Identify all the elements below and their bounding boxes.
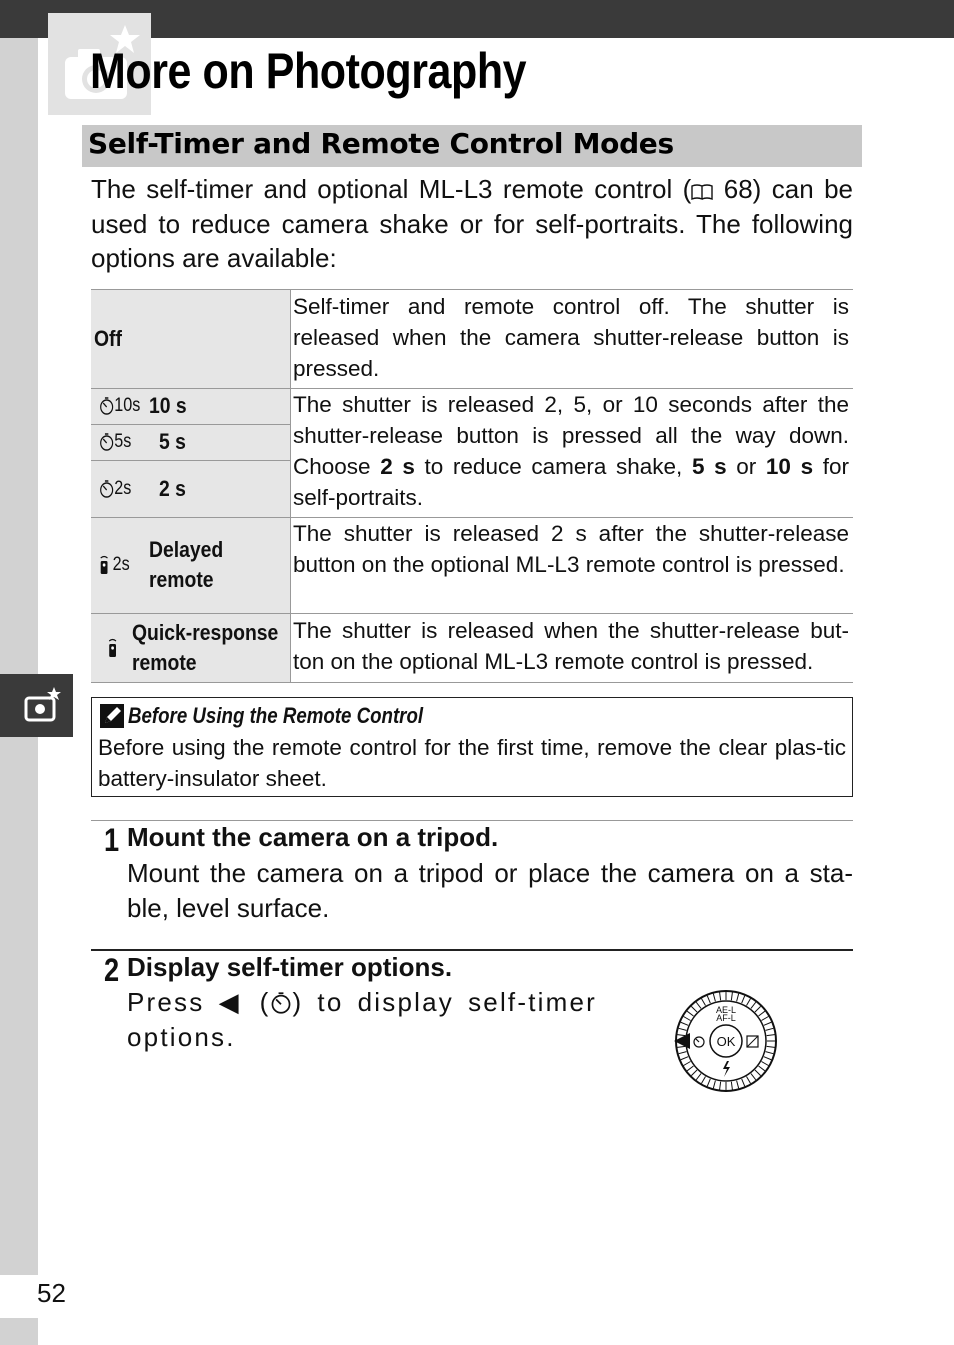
- mode-row-off: [91, 290, 293, 388]
- mode-table: [91, 289, 853, 683]
- mode-label-line: Delayed: [149, 537, 224, 562]
- intro-paragraph: [91, 172, 853, 276]
- intro-text-1: The self-timer and optional ML-L3 remote control (: [91, 174, 692, 204]
- step-body: Mount the camera on a tripod or place the camera on a sta-ble, level surface.: [127, 858, 853, 923]
- mode-label-10s: 10 s: [149, 393, 187, 418]
- note-body: Before using the remote control for the first time, remove the clear plas-tic battery-insulator sheet.: [98, 735, 846, 791]
- dial-af-label: AF-L: [716, 1013, 736, 1023]
- book-reference-icon: [691, 183, 713, 201]
- step-divider: [91, 949, 853, 951]
- mode-label-line: remote: [149, 567, 214, 592]
- pencil-note-icon: [100, 704, 124, 728]
- self-timer-icon: [99, 431, 150, 453]
- timer-desc-bold: 5 s: [691, 454, 727, 479]
- mode-desc-quick-remote: The shutter is released when the shutter-release but-ton on the optional ML-L3 remote control is pressed.: [293, 618, 849, 674]
- mode-desc-off: Self-timer and remote control off. The shutter is released when the camera shutter-release button is pressed.: [293, 294, 849, 381]
- mode-row-2s: [91, 460, 298, 517]
- remote-icon: [99, 554, 142, 576]
- mode-row-quick-remote: [91, 613, 298, 682]
- mode-icon-text-5s: 5s: [114, 431, 132, 452]
- mode-label-5s: 5 s: [159, 429, 186, 454]
- timer-desc-text: to reduce camera shake,: [414, 454, 692, 479]
- mode-icon-text-2s: 2s: [114, 477, 132, 499]
- timer-desc-text: for self-portraits.: [293, 454, 850, 510]
- note-title-row: [100, 703, 475, 729]
- side-bar-bottom: [0, 1318, 38, 1345]
- dial-ae-label: AE-L: [715, 1005, 737, 1015]
- remote-icon: [99, 638, 127, 658]
- mode-label-line: Quick-response: [131, 619, 279, 645]
- mode-icon-text-10s: 10s: [114, 395, 141, 416]
- mode-label-line: remote: [131, 649, 197, 675]
- mode-desc-delayed-remote: The shutter is released 2 s after the shutter-release button on the optional ML-L3 remote control is pressed.: [293, 521, 849, 577]
- mode-label-2s: 2 s: [159, 475, 186, 501]
- section-title: Self-Timer and Remote Control Modes: [88, 127, 674, 160]
- mode-label-delayed-remote: [149, 535, 223, 595]
- multi-selector-dial: [672, 988, 780, 1096]
- note-box: [91, 697, 853, 797]
- self-timer-icon: [99, 478, 150, 500]
- mode-desc-self-timer: [293, 389, 849, 513]
- intro-text-2: 68) can be used to reduce camera shake or for self-portraits. The following options are available:: [91, 174, 853, 273]
- camera-star-tab-icon: [24, 686, 62, 724]
- step-body-text: ) to display self-timer options.: [127, 987, 597, 1052]
- dial-ok-label: OK: [716, 1034, 736, 1049]
- step-title: Display self-timer options.: [127, 952, 453, 982]
- step-number: 2: [104, 952, 120, 988]
- mode-label-off: Off: [94, 326, 122, 351]
- self-timer-icon: [99, 395, 142, 417]
- step-body-text: Press ◀ (: [127, 987, 271, 1017]
- mode-row-5s: [91, 424, 298, 460]
- step-title: Mount the camera on a tripod.: [127, 822, 499, 852]
- timer-desc-bold: 10 s: [765, 454, 814, 479]
- timer-desc-text: or: [726, 454, 766, 479]
- chapter-side-tab: [0, 674, 73, 737]
- chapter-title: More on Photography: [90, 43, 527, 99]
- side-bar: [0, 38, 38, 1275]
- page-number: 52: [37, 1278, 66, 1308]
- mode-row-delayed-remote: [91, 517, 298, 613]
- note-title: Before Using the Remote Control: [128, 703, 424, 728]
- step-number: 1: [104, 822, 120, 858]
- self-timer-icon: [270, 992, 292, 1014]
- step-body: [127, 985, 597, 1054]
- mode-row-10s: [91, 388, 298, 424]
- step-divider: [91, 820, 853, 821]
- mode-label-quick-remote: [132, 618, 278, 678]
- timer-desc-bold: 2 s: [380, 454, 415, 479]
- timer-desc-text: The shutter is released 2, 5, or 10 seconds after the shutter-release button is pressed all the way down. Choose: [293, 392, 849, 479]
- mode-icon-text-delayed: 2s: [112, 554, 130, 575]
